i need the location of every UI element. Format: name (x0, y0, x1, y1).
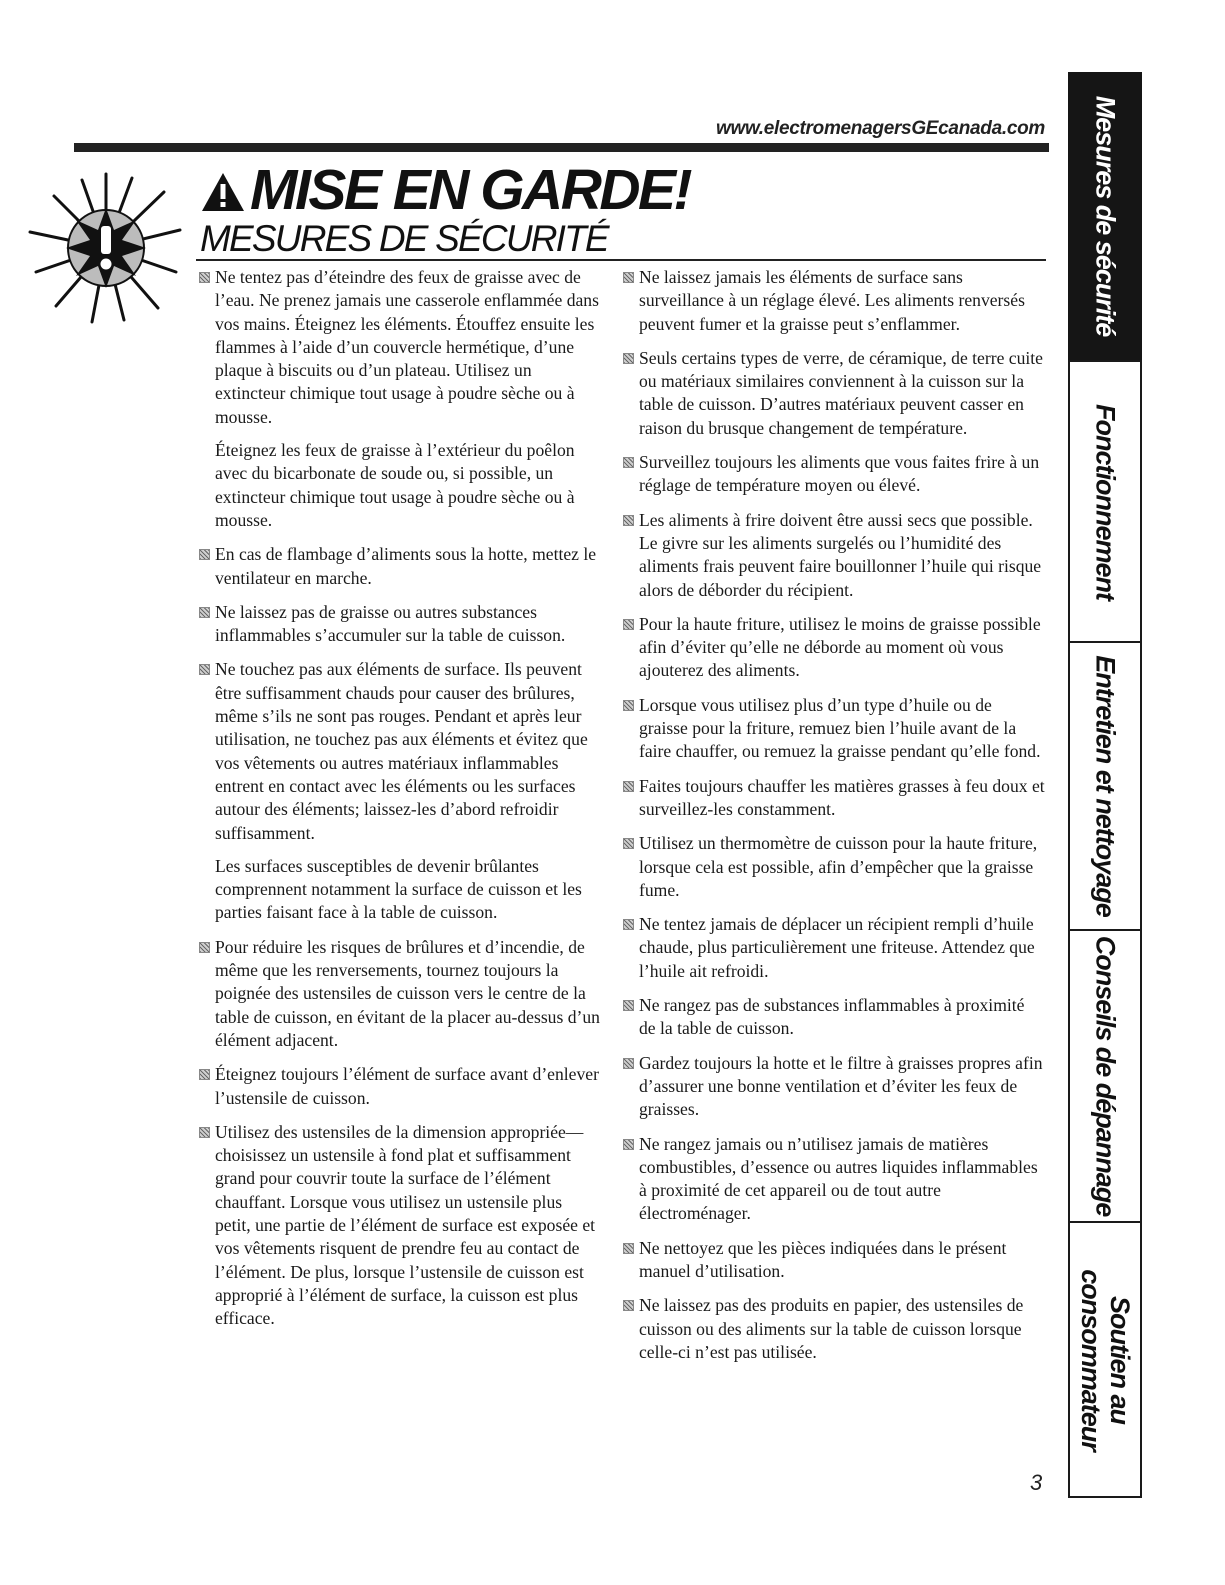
bullet-icon (199, 549, 210, 560)
list-item (620, 775, 1045, 822)
bullet-icon (199, 272, 210, 283)
list-item (620, 1294, 1045, 1364)
item-text: Ne nettoyez que les pièces indiquées dans le présent manuel d’utilisation. (639, 1237, 1007, 1281)
list-item (196, 601, 601, 648)
tab-label (1091, 96, 1120, 337)
bullet-icon (623, 919, 634, 930)
bullet-icon (623, 700, 634, 711)
tab-soutien-au-consommateur[interactable] (1068, 1221, 1142, 1498)
tab-label-line: Fonctionnement (1090, 403, 1121, 600)
item-text: Ne rangez jamais ou n’utilisez jamais de matières combustibles, d’essence ou autres liquides inflammables à proximité de cet appareil ou de tout autre électroménager. (639, 1133, 1038, 1224)
list-item (196, 1121, 601, 1331)
website-url: www.electromenagersGEcanada.com (716, 118, 1045, 139)
tab-label (1091, 936, 1120, 1217)
item-text: Éteignez toujours l’élément de surface avant d’enlever l’ustensile de cuisson. (215, 1064, 599, 1108)
list-item (620, 1237, 1045, 1284)
section-tabs (1068, 72, 1142, 1498)
item-text: Ne tentez jamais de déplacer un récipient rempli d’huile chaude, plus particulièrement une friteuse. Attendez que l’huile ait refroidi. (639, 914, 1035, 981)
bullet-icon (623, 515, 634, 526)
tab-fonctionnement[interactable] (1068, 360, 1142, 643)
list-item (620, 451, 1045, 498)
bullet-icon (623, 1300, 634, 1311)
safety-subtitle: MESURES DE SÉCURITÉ (200, 218, 608, 259)
bullet-icon (199, 1069, 210, 1080)
item-continuation: Les surfaces susceptibles de devenir brûlantes comprennent notamment la surface de cuisson et les parties faisant face à la table de cuisson. (215, 855, 582, 923)
bullet-icon (623, 272, 634, 283)
warning-title-text: MISE EN GARDE! (250, 158, 691, 222)
item-text: Ne laissez pas des produits en papier, des ustensiles de cuisson ou des aliments sur la table de cuisson lorsque celle-ci n’est pas utilisée. (639, 1295, 1024, 1362)
page-number: 3 (1030, 1470, 1043, 1495)
bullet-icon (199, 664, 210, 675)
left-column (196, 266, 601, 1341)
item-text: Utilisez des ustensiles de la dimension appropriée—choisissez un ustensile à fond plat et suffisamment grand pour couvrir toute la surface de l’élément chauffant. Lorsque vous utilisez un ustensile plus petit, une partie de l’élément de surface est exposée et vos vêtements risquent de prendre feu au contact de l’élément. De plus, lorsque l’ustensile de cuisson est approprié à l’élément de surface, la cuisson est plus efficace. (215, 1121, 596, 1329)
bullet-icon (623, 353, 634, 364)
tab-label-line: Conseils de dépannage (1090, 935, 1121, 1217)
tab-mesures-de-securite[interactable] (1068, 72, 1142, 360)
list-item (620, 509, 1045, 602)
bullet-icon (623, 1243, 634, 1254)
item-text: Ne laissez pas de graisse ou autres substances inflammables s’accumuler sur la table de cuisson. (215, 601, 566, 646)
bullet-icon (199, 942, 210, 953)
bullet-icon (623, 1000, 634, 1011)
item-text: Pour la haute friture, utilisez le moins de graisse possible afin d’éviter qu’elle ne déborde au moment où vous ajouterez des aliments. (639, 613, 1041, 681)
item-text: Ne laissez jamais les éléments de surface sans surveillance à un réglage élevé. Les aliments renversés peuvent fumer et la graisse peut s’enflammer. (639, 267, 1025, 334)
list-item (620, 994, 1045, 1041)
list-item (620, 266, 1045, 336)
item-text: Ne touchez pas aux éléments de surface. Ils peuvent être suffisamment chauds pour causer des brûlures, même s’ils ne sont pas rouges. Pendant et après leur utilisation, ne touchez pas aux éléments et évitez que vos vêtements ou autres matériaux inflammables entrent en contact avec les éléments ou les surfaces autour des éléments; laissez-les d’abord refroidir suffisamment. (215, 659, 588, 843)
bullet-icon (199, 1127, 210, 1138)
tab-label-line: Mesures de sécurité (1090, 95, 1121, 337)
warning-triangle-icon (200, 171, 246, 213)
bullet-icon (623, 781, 634, 792)
list-item (620, 1133, 1045, 1226)
header-rule (74, 143, 1049, 152)
list-item (196, 266, 601, 532)
tab-label (1091, 655, 1120, 917)
item-text: Pour réduire les risques de brûlures et d’incendie, de même que les renversements, tournez toujours la poignée des ustensiles de cuisson vers le centre de la table de cuisson, en évitant de la placer au-dessus d’un élément adjacent. (215, 936, 600, 1050)
bullet-icon (623, 1139, 634, 1150)
item-continuation: Éteignez les feux de graisse à l’extérieur du poêlon avec du bicarbonate de soude ou, si possible, un extincteur chimique tout usage à poudre sèche ou à mousse. (215, 440, 575, 530)
tab-label-line: consommateur (1076, 1268, 1106, 1451)
bullet-icon (623, 457, 634, 468)
tab-label-line: Entretien et nettoyage (1090, 655, 1121, 917)
list-item (620, 613, 1045, 683)
title-rule (196, 259, 1046, 261)
item-text: Seuls certains types de verre, de céramique, de terre cuite ou matériaux similaires conviennent à la cuisson sur la table de cuisson. D’autres matériaux peuvent casser en raison du brusque changement de température. (639, 347, 1043, 438)
tab-label (1091, 404, 1120, 600)
item-text: Utilisez un thermomètre de cuisson pour la haute friture, lorsque cela est possible, afin d’empêcher que la graisse fume. (639, 833, 1038, 900)
tab-conseils-de-depannage[interactable] (1068, 929, 1142, 1223)
item-text: Surveillez toujours les aliments que vous faites frire à un réglage de température moyen ou élevé. (639, 452, 1040, 496)
warning-title (200, 158, 691, 222)
item-text: Ne rangez pas de substances inflammables à proximité de la table de cuisson. (639, 995, 1025, 1039)
item-text: Lorsque vous utilisez plus d’un type d’huile ou de graisse pour la friture, remuez bien l’huile avant de la faire chauffer, ou remuez la graisse pendant qu’elle fond. (639, 694, 1041, 762)
list-item (620, 832, 1045, 902)
item-text: En cas de flambage d’aliments sous la hotte, mettez le ventilateur en marche. (215, 544, 597, 588)
tab-label (1076, 1269, 1134, 1451)
bullet-icon (623, 619, 634, 630)
bullet-icon (199, 607, 210, 618)
list-item (196, 1063, 601, 1110)
list-item (196, 658, 601, 924)
item-text: Ne tentez pas d’éteindre des feux de graisse avec de l’eau. Ne prenez jamais une casserole enflammée dans vos mains. Éteignez les éléments. Étouffez ensuite les flammes à l’aide d’un couvercle hermétique, d’une plaque à biscuits ou d’un plateau. Utilisez un extincteur chimique tout usage à poudre sèche ou à mousse. (215, 267, 599, 427)
right-column (620, 266, 1045, 1375)
list-item (620, 347, 1045, 440)
list-item (620, 913, 1045, 983)
tab-label-line: Soutien au (1105, 1295, 1135, 1424)
item-text: Faites toujours chauffer les matières grasses à feu doux et surveillez-les constamment. (639, 775, 1045, 819)
item-text: Gardez toujours la hotte et le filtre à graisses propres afin d’assurer une bonne ventilation et d’éviter les feux de graisses. (639, 1052, 1043, 1120)
list-item (620, 1052, 1045, 1122)
tab-entretien-et-nettoyage[interactable] (1068, 641, 1142, 931)
item-text: Les aliments à frire doivent être aussi secs que possible. Le givre sur les aliments surgelés ou l’humidité des aliments frais peuvent faire bouillonner l’huile qui risque alors de déborder du récipient. (639, 509, 1042, 600)
warning-burst-icon (26, 168, 186, 328)
bullet-icon (623, 1058, 634, 1069)
list-item (196, 936, 601, 1052)
list-item (196, 543, 601, 590)
list-item (620, 694, 1045, 764)
bullet-icon (623, 838, 634, 849)
